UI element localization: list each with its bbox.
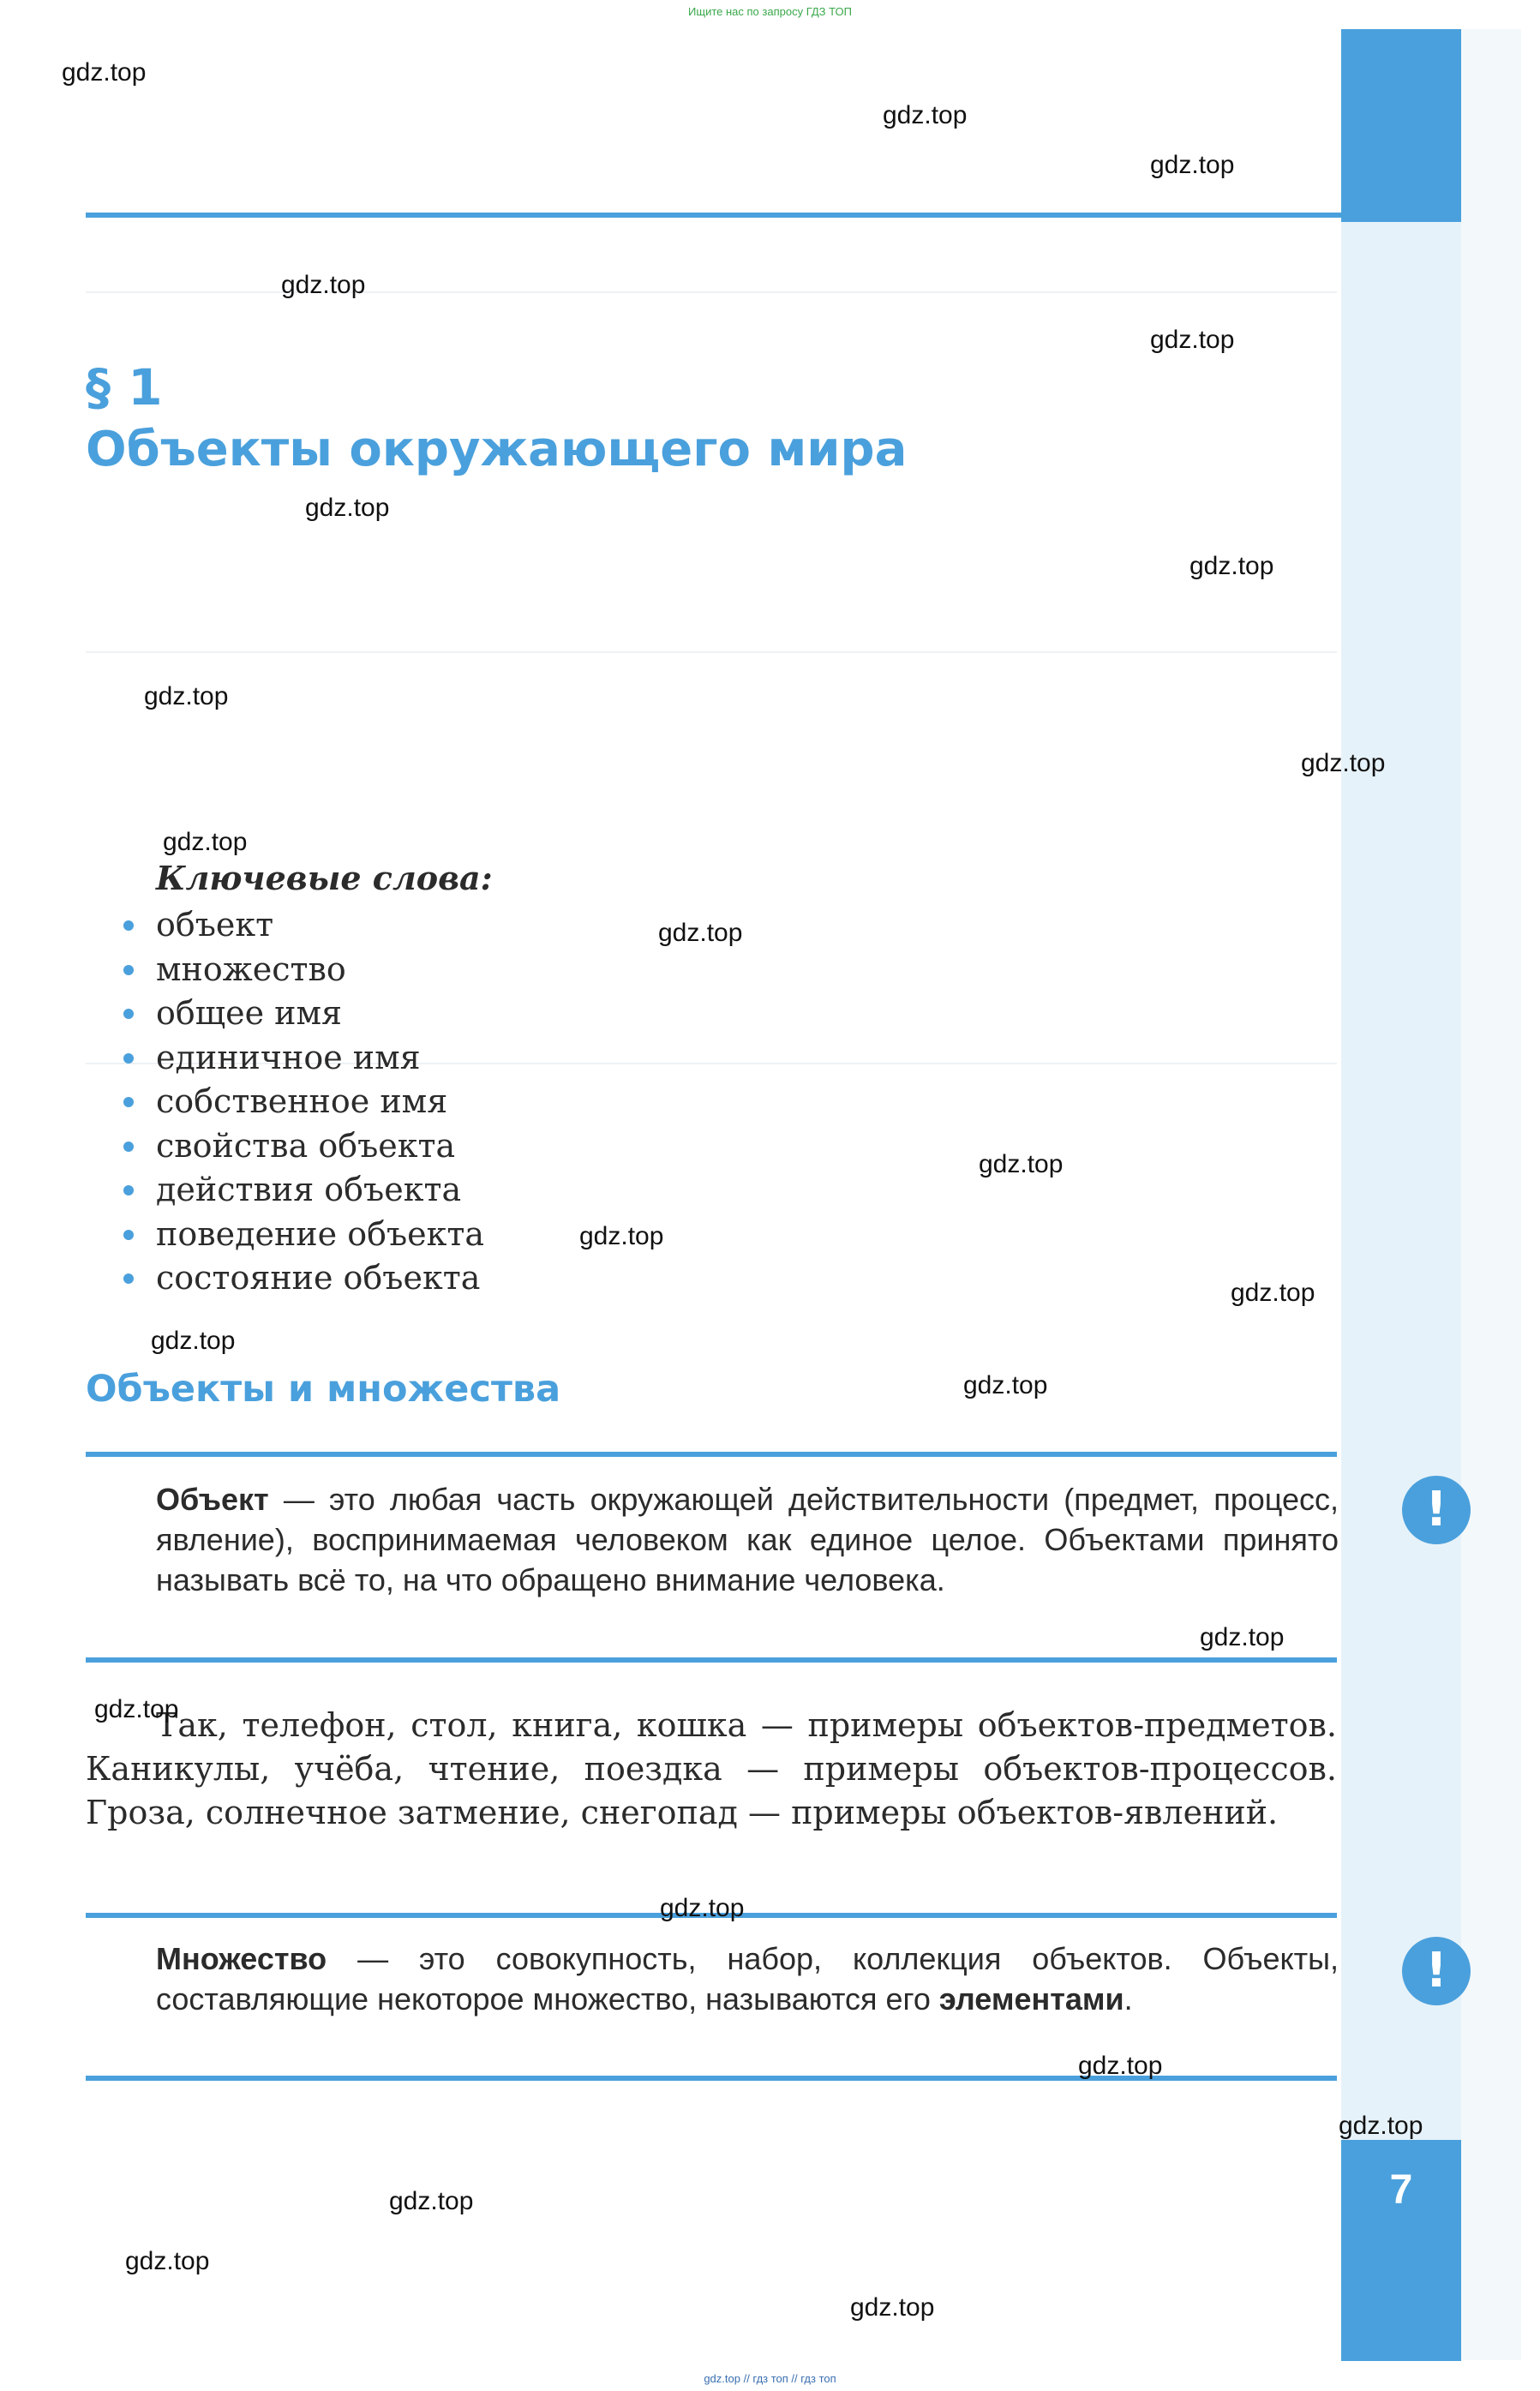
bullet-icon — [123, 965, 134, 975]
keyword-item — [120, 992, 484, 1036]
section-title: Объекты окружающего мира — [86, 422, 908, 477]
margin-band-top — [1341, 29, 1461, 222]
watermark: gdz.top — [1301, 749, 1386, 777]
examples-paragraph: Так, телефон, стол, книга, кошка — примеры объектов-предметов. Каникулы, учёба, чтение, поездка — примеры объектов-процессов. Гроза, солнечное затмение, снегопад — примеры объектов-явлений. — [86, 1706, 1337, 1831]
watermark: gdz.top — [94, 1695, 179, 1723]
definition-rule-bottom — [86, 1657, 1337, 1663]
keyword-text: свойства объекта — [156, 1126, 456, 1165]
top-search-note: Ищите нас по запросу ГДЗ ТОП — [688, 5, 852, 18]
keyword-item — [120, 1213, 484, 1257]
watermark: gdz.top — [163, 828, 248, 856]
subheading: Объекты и множества — [86, 1368, 561, 1411]
definition-term: Множество — [156, 1941, 327, 1976]
keyword-text: множество — [156, 950, 346, 988]
bullet-icon — [123, 920, 134, 931]
watermark: gdz.top — [1078, 2052, 1163, 2080]
watermark: gdz.top — [389, 2187, 474, 2215]
bleed-line — [86, 291, 1337, 293]
watermark: gdz.top — [658, 919, 743, 947]
watermark: gdz.top — [281, 271, 366, 299]
definition-term: Объект — [156, 1482, 269, 1517]
watermark: gdz.top — [1150, 326, 1235, 354]
definition-set — [156, 1939, 1339, 2019]
definition-text: . — [1124, 1981, 1133, 2016]
keyword-text: общее имя — [156, 994, 342, 1032]
keyword-text: состояние объекта — [156, 1259, 481, 1297]
watermark: gdz.top — [62, 58, 147, 87]
watermark: gdz.top — [660, 1894, 745, 1922]
page-number: 7 — [1389, 2167, 1413, 2213]
keyword-text: собственное имя — [156, 1082, 448, 1120]
margin-column — [1341, 29, 1461, 2360]
exclamation-icon: ! — [1402, 1476, 1471, 1544]
definition-term: элементами — [938, 1981, 1124, 2016]
watermark: gdz.top — [151, 1327, 236, 1355]
definition-text: — это любая часть окружающей действительности (предмет, процесс, явление), воспринимаемая человеком как единое целое. Объектами принято называть всё то, на что обращено внимание человека. — [156, 1482, 1339, 1597]
keyword-text: поведение объекта — [156, 1214, 485, 1253]
bullet-icon — [123, 1142, 134, 1152]
keyword-item — [120, 1124, 484, 1169]
keyword-text: единичное имя — [156, 1038, 421, 1076]
definition-rule-top — [86, 1452, 1337, 1457]
watermark: gdz.top — [1150, 151, 1235, 179]
watermark: gdz.top — [850, 2293, 935, 2322]
keyword-item — [120, 948, 484, 992]
keyword-item — [120, 1256, 484, 1301]
keywords-heading: Ключевые слова: — [156, 859, 493, 897]
bullet-icon — [123, 1230, 134, 1240]
watermark: gdz.top — [1231, 1279, 1315, 1307]
header-rule — [86, 213, 1459, 218]
bleed-line — [86, 651, 1337, 653]
watermark: gdz.top — [963, 1371, 1048, 1399]
watermark: gdz.top — [1339, 2112, 1423, 2140]
bullet-icon — [123, 1053, 134, 1064]
watermark: gdz.top — [144, 682, 229, 710]
watermark: gdz.top — [1200, 1623, 1285, 1651]
bottom-note: gdz.top // гдз топ // гдз топ — [704, 2372, 836, 2385]
bullet-icon — [123, 1273, 134, 1284]
definition-object — [156, 1479, 1339, 1600]
keyword-item — [120, 1168, 484, 1213]
keyword-text: действия объекта — [156, 1171, 462, 1208]
watermark: gdz.top — [1189, 552, 1274, 580]
watermark: gdz.top — [305, 494, 390, 522]
keyword-item — [120, 903, 484, 948]
keywords-list — [120, 903, 484, 1301]
keyword-text: объект — [156, 906, 274, 944]
definition-text: — это совокупность, набор, коллекция объектов. Объекты, составляющие некоторое множество, называются его — [156, 1941, 1339, 2016]
page-edge — [1461, 29, 1521, 2360]
bullet-icon — [123, 1097, 134, 1107]
keyword-item — [120, 1080, 484, 1124]
exclamation-icon: ! — [1402, 1937, 1471, 2005]
watermark: gdz.top — [883, 101, 968, 129]
watermark: gdz.top — [125, 2247, 210, 2275]
watermark: gdz.top — [579, 1222, 664, 1250]
bullet-icon — [123, 1185, 134, 1196]
watermark: gdz.top — [979, 1150, 1064, 1178]
section-number: § 1 — [86, 358, 163, 416]
bullet-icon — [123, 1009, 134, 1019]
keyword-item — [120, 1036, 484, 1081]
